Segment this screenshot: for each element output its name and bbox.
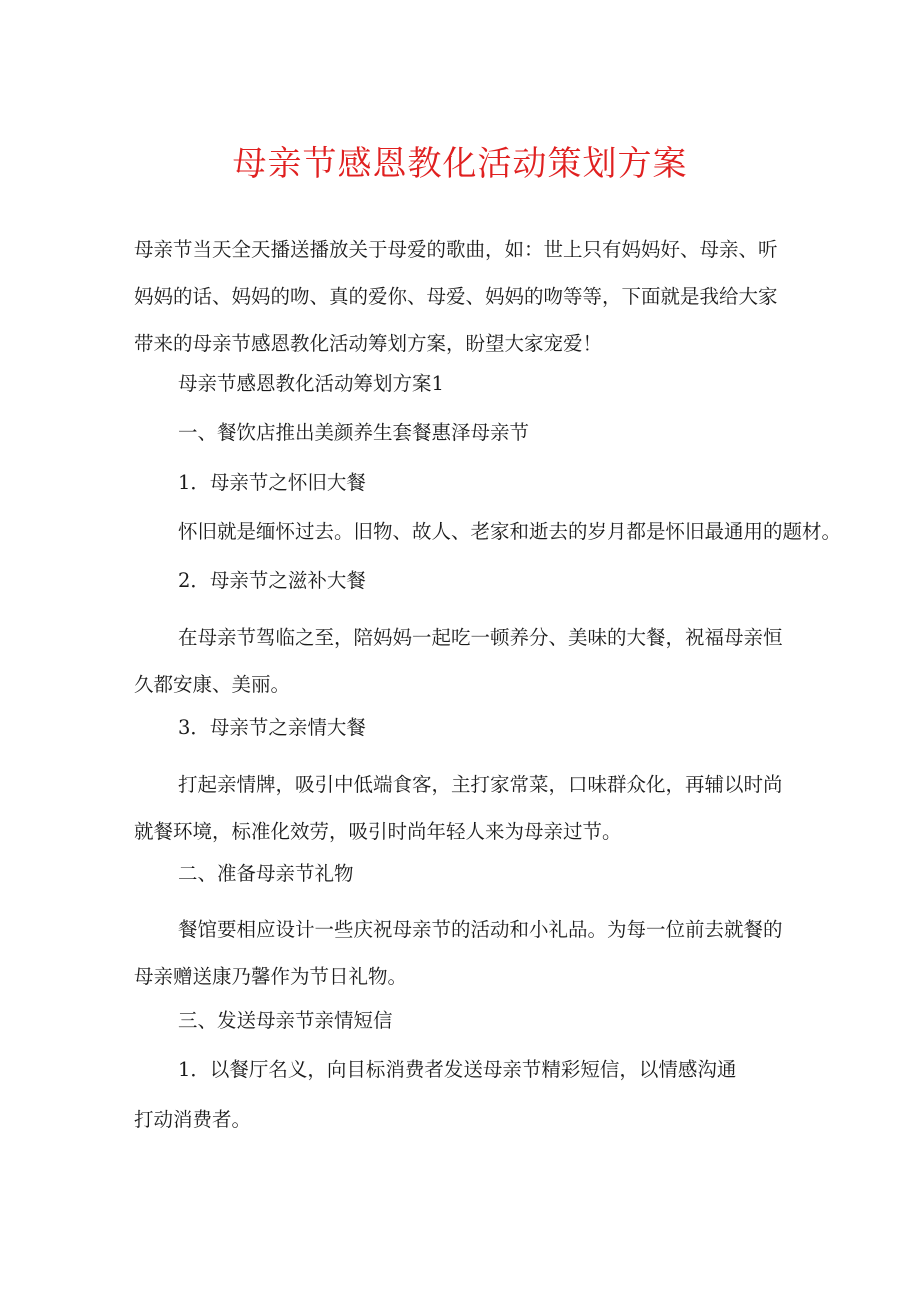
section3-item1-line1: 1．以餐厅名义，向目标消费者发送母亲节精彩短信，以情感沟通: [178, 1058, 737, 1081]
item3-text: 打起亲情牌，吸引中低端食客，主打家常菜，口味群众化，再辅以时尚就餐环境，标准化效劳，吸引时尚年轻人来为母亲过节。: [134, 773, 783, 843]
item2-heading: 2．母亲节之滋补大餐: [178, 569, 366, 592]
item3-heading: 3．母亲节之亲情大餐: [178, 716, 366, 739]
item1-heading: 1．母亲节之怀旧大餐: [178, 471, 366, 494]
plan-heading: 母亲节感恩教化活动筹划方案1: [178, 372, 444, 395]
document-title: 母亲节感恩教化活动策划方案: [232, 144, 688, 184]
section2-text: 餐馆要相应设计一些庆祝母亲节的活动和小礼品。为每一位前去就餐的母亲赠送康乃馨作为节日礼物。: [134, 918, 783, 988]
section1-heading: 一、餐饮店推出美颜养生套餐惠泽母亲节: [178, 421, 530, 444]
intro-paragraph: 母亲节当天全天播送播放关于母爱的歌曲，如：世上只有妈妈好、母亲、听妈妈的话、妈妈的吻、真的爱你、母爱、妈妈的吻等等，下面就是我给大家带来的母亲节感恩教化活动筹划方案，盼望大家宠爱！: [134, 238, 778, 355]
item1-text: 怀旧就是缅怀过去。旧物、故人、老家和逝去的岁月都是怀旧最通用的题材。: [178, 520, 842, 543]
section3-item1-line2: 打动消费者。: [134, 1108, 252, 1131]
item2-text: 在母亲节驾临之至，陪妈妈一起吃一顿养分、美味的大餐，祝福母亲恒久都安康、美丽。: [134, 626, 783, 696]
section2-heading: 二、准备母亲节礼物: [178, 862, 354, 885]
section3-heading: 三、发送母亲节亲情短信: [178, 1009, 393, 1032]
